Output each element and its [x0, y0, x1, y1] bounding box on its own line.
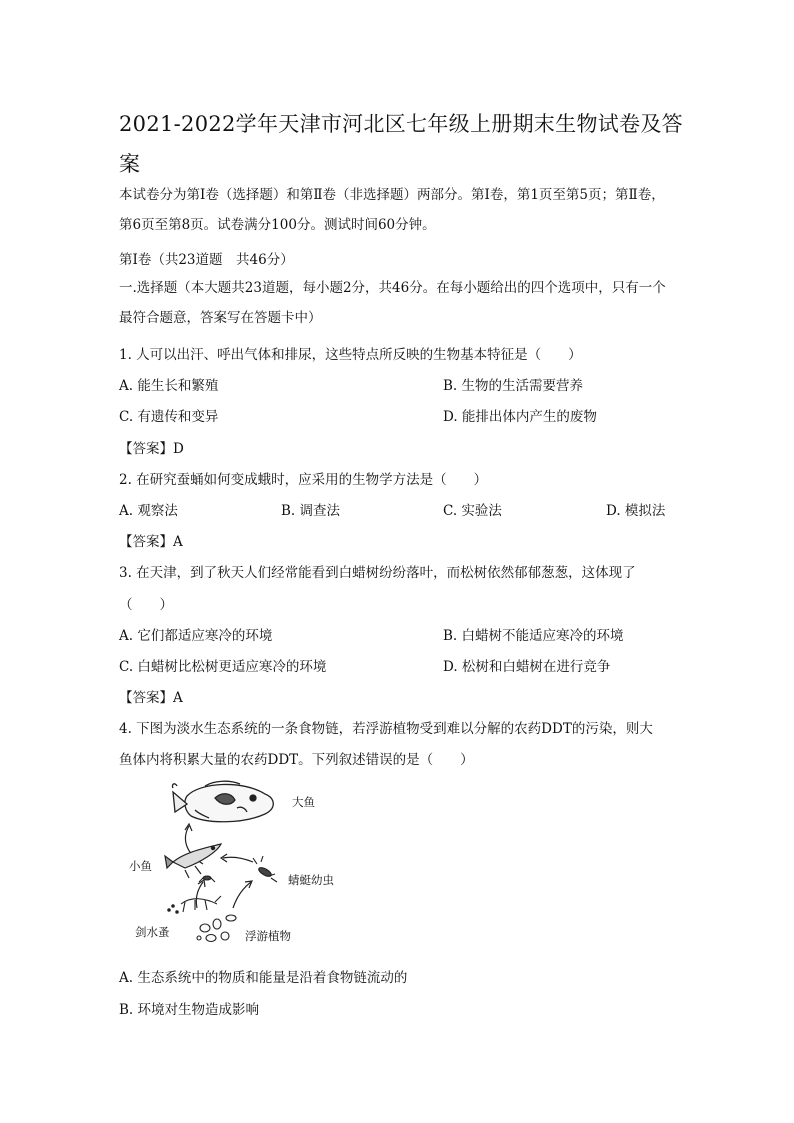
big-fish-drawing — [172, 781, 273, 822]
question-3-option-b: B. 白蜡树不能适应寒冷的环境 — [443, 628, 624, 644]
question-2-option-b: B. 调查法 — [281, 503, 341, 519]
question-1-answer: 【答案】D — [119, 441, 184, 457]
question-3-option-a: A. 它们都适应寒冷的环境 — [119, 628, 273, 644]
question-1-option-b: B. 生物的生活需要营养 — [443, 378, 584, 394]
label-small-fish: 小鱼 — [129, 859, 152, 873]
part-instructions: 一.选择题（本大题共23道题，每小题2分，共46分。在每小题给出的四个选项中，只有一个最符合题意，答案写在答题卡中） — [119, 280, 666, 326]
question-3-option-c: C. 白蜡树比松树更适应寒冷的环境 — [119, 659, 327, 675]
question-1-stem: 1. 人可以出汗、呼出气体和排尿，这些特点所反映的生物基本特征是（ ） — [119, 347, 582, 363]
label-big-fish: 大鱼 — [292, 795, 315, 809]
plankton-drawing — [197, 915, 236, 942]
exam-intro: 本试卷分为第Ⅰ卷（选择题）和第Ⅱ卷（非选择题）两部分。第Ⅰ卷，第1页至第5页；第Ⅱ卷，第6页至第8页。试卷满分100分。测试时间60分钟。 — [119, 187, 665, 233]
question-3-stem-line-2: （ ） — [119, 597, 173, 613]
question-1-option-d: D. 能排出体内产生的废物 — [443, 409, 597, 425]
question-2-option-c: C. 实验法 — [443, 503, 502, 519]
section-heading: 第Ⅰ卷（共23道题 共46分） — [119, 252, 294, 268]
copepod-drawing — [168, 896, 221, 913]
question-1-option-c: C. 有遗传和变异 — [119, 409, 219, 425]
question-3-answer: 【答案】A — [119, 690, 183, 706]
page-title: 2021-2022学年天津市河北区七年级上册期末生物试卷及答案 — [119, 112, 683, 176]
question-1-option-a: A. 能生长和繁殖 — [119, 378, 219, 394]
question-2-option-a: A. 观察法 — [119, 503, 178, 519]
food-chain-figure — [125, 778, 355, 948]
question-4-stem-line-2: 鱼体内将积累大量的农药DDT。下列叙述错误的是（ ） — [119, 752, 474, 768]
food-chain-illustration — [125, 778, 355, 948]
label-dragonfly-nymph: 蜻蜓幼虫 — [288, 873, 334, 887]
question-3-stem-line-1: 3. 在天津，到了秋天人们经常能看到白蜡树纷纷落叶，而松树依然郁郁葱葱，这体现了 — [119, 565, 636, 581]
question-4-option-a: A. 生态系统中的物质和能量是沿着食物链流动的 — [119, 970, 408, 986]
question-2-stem: 2. 在研究蚕蛹如何变成蛾时，应采用的生物学方法是（ ） — [119, 472, 488, 488]
dragonfly-nymph-drawing — [199, 856, 277, 882]
question-3-option-d: D. 松树和白蜡树在进行竞争 — [443, 659, 611, 675]
label-plankton: 浮游植物 — [245, 929, 291, 943]
question-2-answer: 【答案】A — [119, 534, 183, 550]
question-4-option-b: B. 环境对生物造成影响 — [119, 1002, 260, 1018]
question-4-stem-line-1: 4. 下图为淡水生态系统的一条食物链，若浮游植物受到难以分解的农药DDT的污染，则大 — [119, 721, 653, 737]
small-fish-drawing — [165, 844, 221, 878]
question-2-option-d: D. 模拟法 — [606, 503, 666, 519]
label-copepod: 剑水蚤 — [135, 925, 170, 939]
